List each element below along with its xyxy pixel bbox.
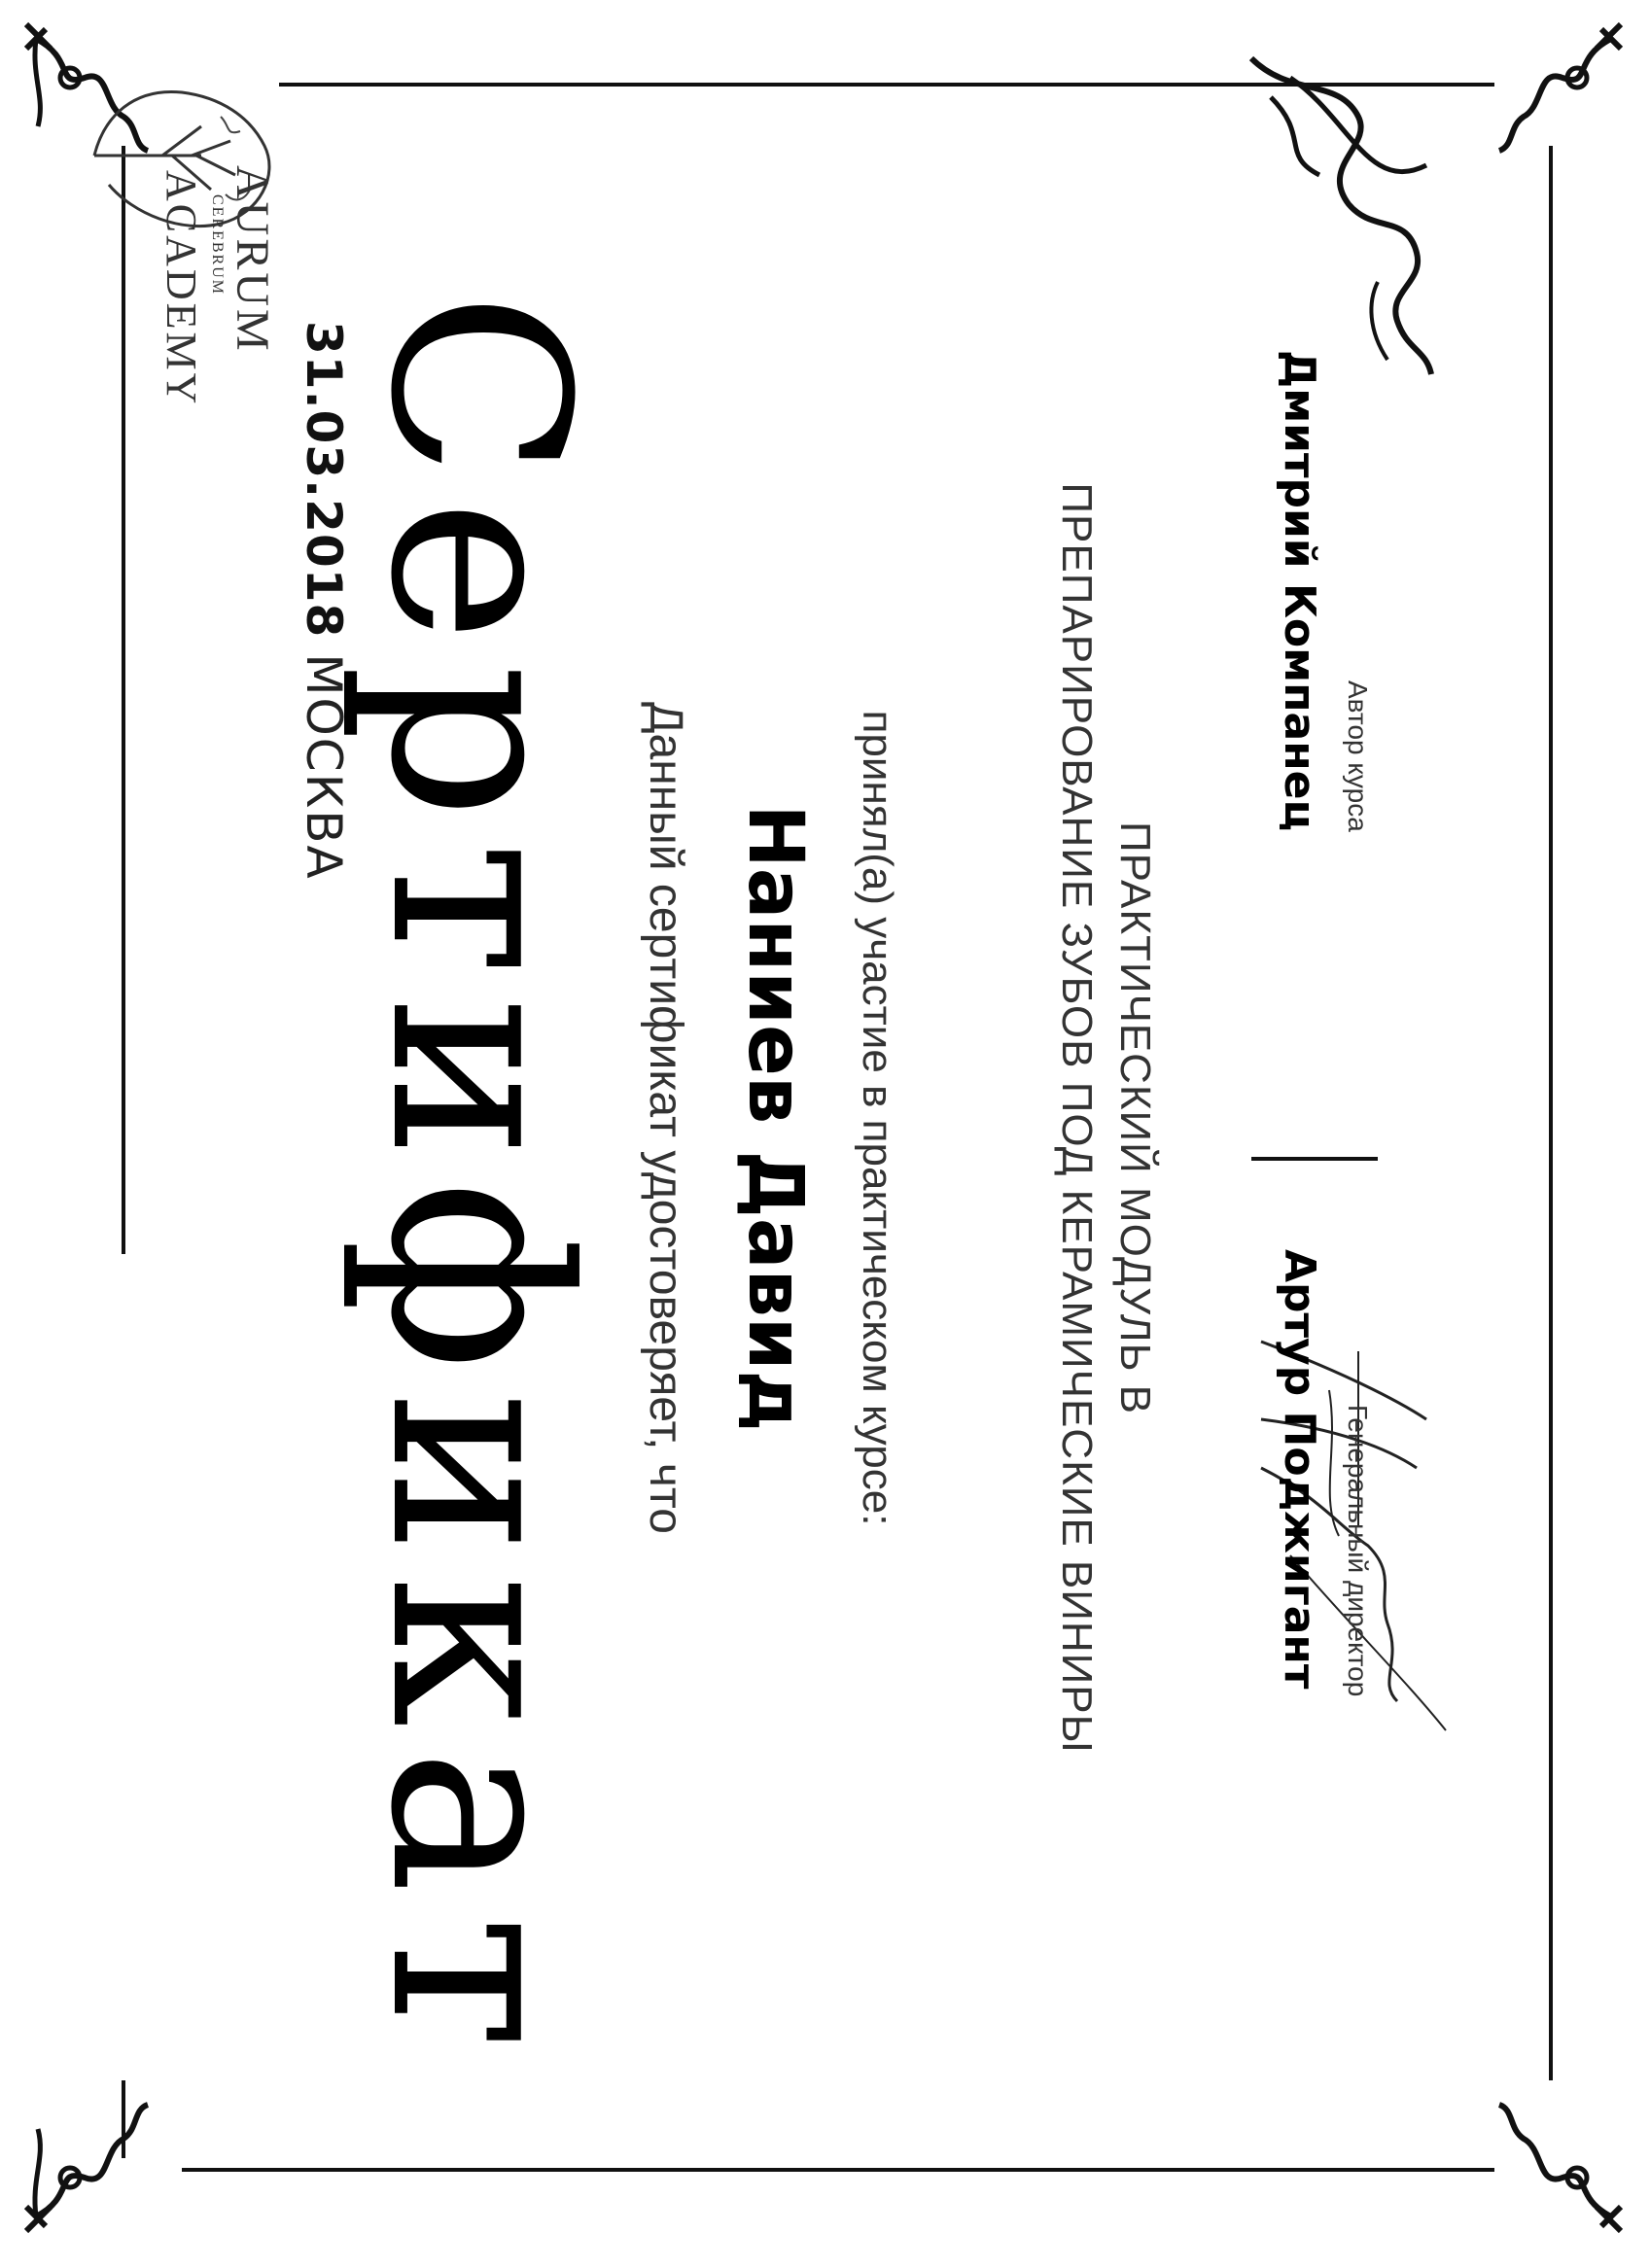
academy-logo	[65, 39, 318, 407]
logo-aurum-text: AURUM	[227, 165, 278, 354]
signer1-role: Автор курса	[1343, 680, 1373, 832]
signer2-name: Артур Поджигант	[1275, 1249, 1324, 1690]
signature-kompanets-icon	[1212, 39, 1485, 408]
certificate-city: МОСКВА	[296, 653, 352, 881]
logo-cerebrum-text: CEREBRUM	[209, 194, 226, 297]
corner-ornament-bottom-right-icon	[1485, 2090, 1631, 2236]
recipient-name: Наниев Давид	[731, 804, 819, 1432]
frame-right-line	[182, 2168, 1494, 2172]
corner-ornament-top-right-icon	[17, 2090, 162, 2236]
course-title-line1: ПРЕПАРИРОВАНИЕ ЗУБОВ ПОД КЕРАМИЧЕСКИЕ ВИНИРЫ	[1053, 482, 1101, 1754]
course-title-line2: ПРАКТИЧЕСКИЙ МОДУЛЬ В	[1111, 820, 1159, 1415]
signature-divider	[1251, 1157, 1378, 1161]
signer2-role: Генеральный директор	[1343, 1405, 1373, 1697]
logo-academy-text: ACADEMY	[158, 170, 205, 407]
certificate-date: 31.03.2018	[296, 321, 352, 639]
participation-text: принял(а) участие в практическом курсе:	[854, 710, 901, 1526]
corner-ornament-bottom-left-icon	[1485, 19, 1631, 165]
frame-bottom-line	[1549, 146, 1553, 2080]
signer1-name: Дмитрий Компанец	[1275, 350, 1324, 832]
certificate-intro: Данный сертификат удостоверяет, что	[640, 702, 691, 1534]
certificate-title: Сертификат	[337, 292, 620, 2072]
